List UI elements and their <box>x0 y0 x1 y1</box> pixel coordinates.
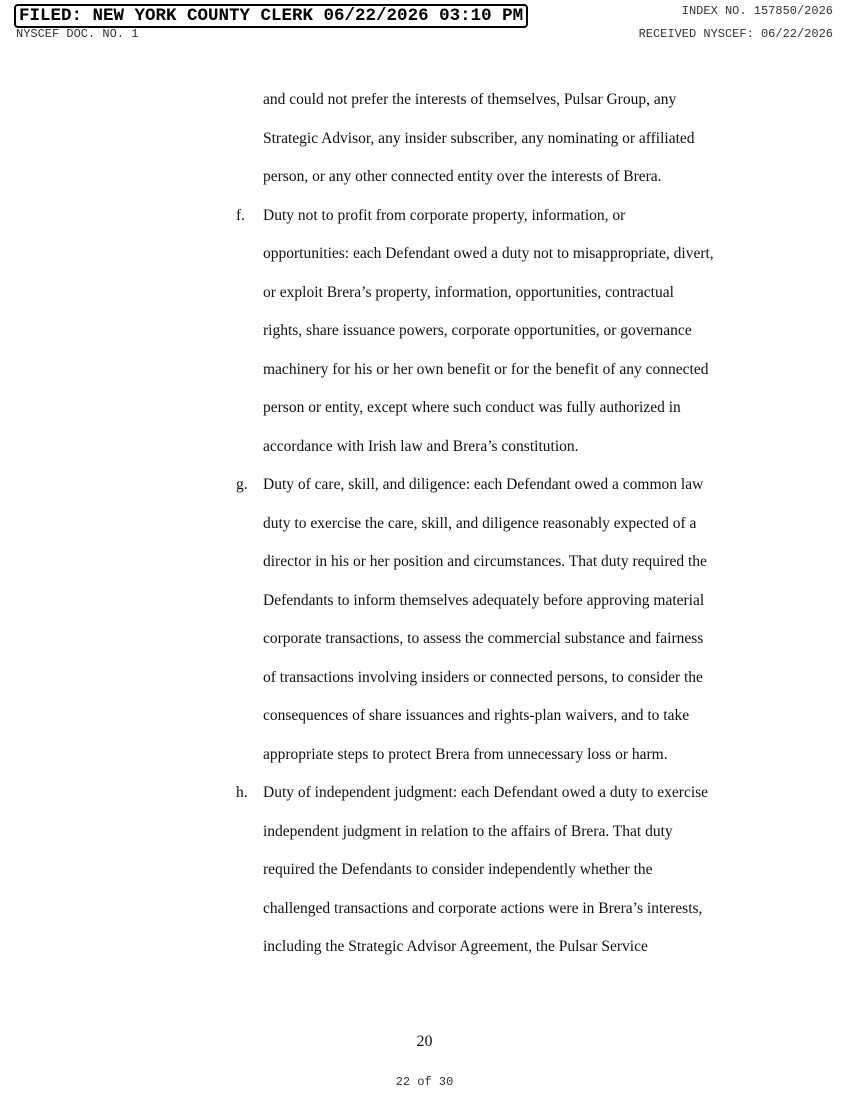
text-line: rights, share issuance powers, corporate opportunities, or governance <box>263 322 692 339</box>
text-line: person, or any other connected entity over the interests of Brera. <box>263 168 662 185</box>
text-line: appropriate steps to protect Brera from unnecessary loss or harm. <box>263 745 668 763</box>
page-count: 22 of 30 <box>395 1075 454 1089</box>
filing-header <box>0 0 849 48</box>
text-line: opportunities: each Defendant owed a duty not to misappropriate, divert, <box>263 245 714 262</box>
text-line: Duty not to profit from corporate property, information, or <box>263 206 626 224</box>
text-line: consequences of share issuances and rights-plan waivers, and to take <box>263 707 690 724</box>
text-line: including the Strategic Advisor Agreement, the Pulsar Service <box>263 938 648 955</box>
text-line: machinery for his or her own benefit or for the benefit of any connected <box>263 360 709 378</box>
text-line: independent judgment in relation to the affairs of Brera. That duty <box>263 822 673 840</box>
text-line: required the Defendants to consider independently whether the <box>263 861 653 878</box>
received-date: RECEIVED NYSCEF: 06/22/2026 <box>638 27 833 41</box>
text-line: accordance with Irish law and Brera’s constitution. <box>263 437 579 455</box>
text-line: Strategic Advisor, any insider subscriber, any nominating or affiliated <box>263 129 695 147</box>
text-line: duty to exercise the care, skill, and diligence reasonably expected of a <box>263 514 697 532</box>
text-line: of transactions involving insiders or connected persons, to consider the <box>263 668 703 686</box>
list-marker-g: g. <box>236 476 248 493</box>
text-line: Duty of care, skill, and diligence: each Defendant owed a common law <box>263 476 704 493</box>
index-number: INDEX NO. 157850/2026 <box>681 4 833 18</box>
text-line: Defendants to inform themselves adequately before approving material <box>263 591 705 609</box>
list-marker-f: f. <box>236 206 246 224</box>
text-line: and could not prefer the interests of themselves, Pulsar Group, any <box>263 91 677 108</box>
text-line: person or entity, except where such conduct was fully authorized in <box>263 399 681 416</box>
text-line: or exploit Brera’s property, information, opportunities, contractual <box>263 283 674 301</box>
text-line: challenged transactions and corporate actions were in Brera’s interests, <box>263 899 703 917</box>
text-line: director in his or her position and circumstances. That duty required the <box>263 553 707 570</box>
filed-stamp: FILED: NEW YORK COUNTY CLERK 06/22/2026 03:10 PM <box>14 4 528 28</box>
text-line: corporate transactions, to assess the commercial substance and fairness <box>263 630 704 647</box>
page-number: 20 <box>416 1033 433 1050</box>
list-marker-h: h. <box>236 784 248 801</box>
doc-number: NYSCEF DOC. NO. 1 <box>16 27 139 41</box>
text-line: Duty of independent judgment: each Defendant owed a duty to exercise <box>263 784 709 801</box>
